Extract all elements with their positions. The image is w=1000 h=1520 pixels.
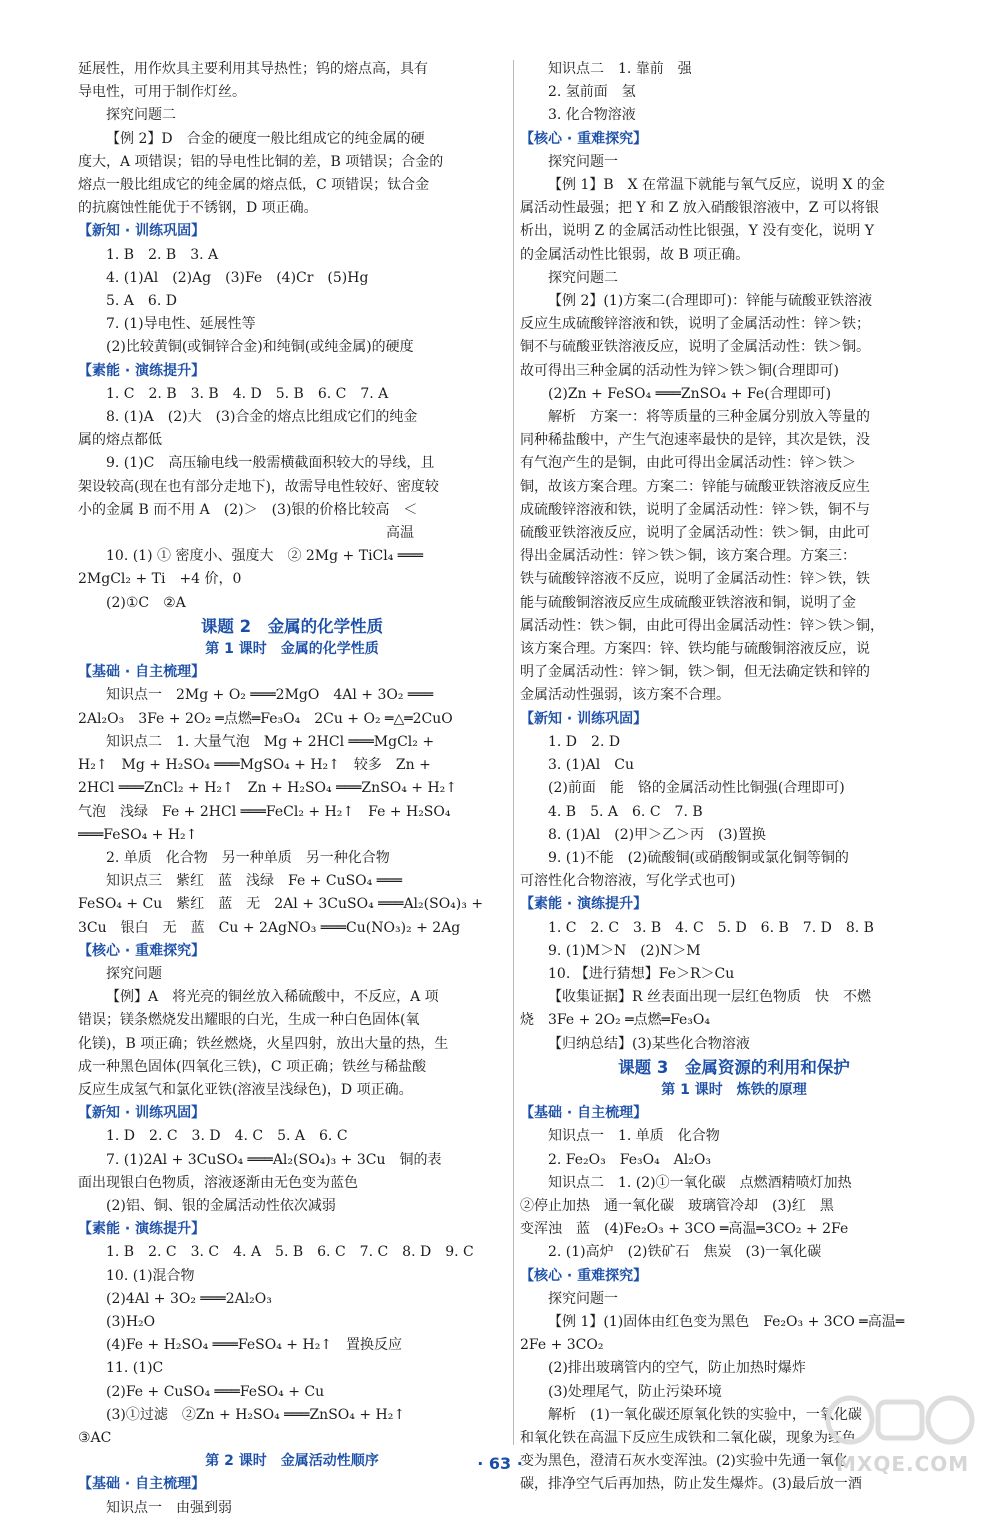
text-line: (2)4Al + 3O₂ ═══2Al₂O₃ — [106, 1290, 272, 1307]
text-line: 铜不与硫酸亚铁溶液反应，说明了金属活动性：铁＞铜。 — [520, 339, 870, 356]
text-line: 气泡 浅绿 Fe + 2HCl ═══FeCl₂ + H₂↑ Fe + H₂SO₄ — [78, 803, 451, 820]
text-line: 11. (1)C — [106, 1360, 164, 1377]
text-line: 同种稀盐酸中，产生气泡速率最快的是锌，其次是铁，没 — [520, 432, 870, 449]
text-line: 探究问题二 — [548, 269, 618, 286]
text-line: (2)Fe + CuSO₄ ═══FeSO₄ + Cu — [106, 1383, 325, 1400]
text-line: 2. Fe₂O₃ Fe₃O₄ Al₂O₃ — [548, 1151, 711, 1168]
column-divider — [513, 60, 514, 1445]
lesson-title: 课题 2 金属的化学性质 — [200, 616, 384, 636]
text-line: 成硫酸锌溶液和铁，说明了金属活动性：锌＞铁，铜不与 — [520, 501, 870, 518]
text-line: 8. (1)Al (2)甲＞乙＞丙 (3)置换 — [548, 826, 766, 843]
text-line: 3. 化合物溶液 — [548, 107, 636, 124]
text-line: 知识点二 1. 大量气泡 Mg + 2HCl ═══MgCl₂ + — [106, 733, 435, 750]
text-line: (2)铝、铜、银的金属活动性依次减弱 — [106, 1197, 336, 1214]
text-line: 烧 3Fe + 2O₂ ═点燃═Fe₃O₄ — [520, 1012, 711, 1029]
text-line: 2HCl ═══ZnCl₂ + H₂↑ Zn + H₂SO₄ ═══ZnSO₄ + H₂↑ — [78, 780, 457, 797]
text-line: 碳，排净空气后再加热，防止发生爆炸。(3)最后放一酒 — [520, 1476, 862, 1493]
watermark-text: MXQE.COM — [836, 1452, 970, 1476]
text-line: ═══FeSO₄ + H₂↑ — [78, 826, 198, 843]
lesson-title: 第 1 课时 金属的化学性质 — [205, 641, 379, 658]
text-line: 的抗腐蚀性能优于不锈钢，D 项正确。 — [78, 200, 318, 217]
text-line: 反应生成氢气和氯化亚铁(溶液呈浅绿色)，D 项正确。 — [78, 1081, 413, 1098]
section-heading: 【素能 · 演练提升】 — [78, 362, 206, 379]
text-line: 该方案合理。方案四：锌、铁均能与硫酸铜溶液反应，说 — [520, 641, 870, 658]
text-line: 【例 2】D 合金的硬度一般比组成它的纯金属的硬 — [106, 130, 425, 147]
text-line: 解析 (1)一氧化碳还原氧化铁的实验中，一氧化碳 — [548, 1406, 862, 1423]
text-line: 属活动性最强；把 Y 和 Z 放入硝酸银溶液中，Z 可以将银 — [520, 200, 879, 217]
section-heading: 【新知 · 训练巩固】 — [78, 1105, 206, 1122]
text-line: 2Fe + 3CO₂ — [520, 1337, 604, 1354]
text-line: 硫酸亚铁溶液反应，说明了金属活动性：铁＞铜，由此可 — [520, 525, 870, 542]
text-line: 度大，A 项错误；铝的导电性比铜的差，B 项错误；合金的 — [78, 153, 444, 170]
text-line: 7. (1)导电性、延展性等 — [106, 316, 256, 333]
section-heading: 【核心 · 重难探究】 — [520, 130, 648, 147]
text-line: 1. D 2. D — [548, 733, 621, 750]
text-line: 10. (1) ① 密度小、强度大 ② 2Mg + TiCl₄ ═══ — [106, 548, 424, 565]
text-line: 属活动性：铁＞铜，由此可得出金属活动性：锌＞铁＞铜， — [520, 617, 884, 634]
text-line: 1. D 2. C 3. D 4. C 5. A 6. C — [106, 1128, 348, 1145]
text-line: 有气泡产生的是铜，由此可得出金属活动性：锌＞铁＞ — [520, 455, 856, 472]
text-line: 2. 氢前面 氢 — [548, 84, 636, 101]
text-line: 小的金属 B 而不用 A (2)＞ (3)银的价格比较高 ＜ — [78, 501, 418, 518]
text-line: 5. A 6. D — [106, 293, 177, 310]
text-line: 导电性，可用于制作灯丝。 — [78, 84, 246, 101]
text-line: (3)①过滤 ②Zn + H₂SO₄ ═══ZnSO₄ + H₂↑ — [106, 1406, 406, 1423]
text-line: H₂↑ Mg + H₂SO₄ ═══MgSO₄ + H₂↑ 较多 Zn + — [78, 757, 431, 774]
text-line: 2. (1)高炉 (2)铁矿石 焦炭 (3)一氧化碳 — [548, 1244, 822, 1261]
text-line: (2)排出玻璃管内的空气，防止加热时爆炸 — [548, 1360, 806, 1377]
text-line: 3. (1)Al Cu — [548, 757, 634, 774]
text-line: 铜，故该方案合理。方案二：锌能与硫酸亚铁溶液反应生 — [520, 478, 870, 495]
text-line: 的金属活动性比银弱，故 B 项正确。 — [520, 246, 750, 263]
text-line: 变浑浊 蓝 (4)Fe₂O₃ + 3CO ═高温═3CO₂ + 2Fe — [520, 1221, 849, 1238]
text-line: 变为黑色，澄清石灰水变浑浊。(2)实验中先通一氧化 — [520, 1453, 848, 1470]
section-heading: 【基础 · 自主梳理】 — [520, 1105, 648, 1122]
text-line: FeSO₄ + Cu 紫红 蓝 无 2Al + 3CuSO₄ ═══Al₂(SO₄)₃ + — [78, 896, 484, 913]
section-heading: 【新知 · 训练巩固】 — [520, 710, 648, 727]
text-line: (2)比较黄铜(或铜锌合金)和纯铜(或纯金属)的硬度 — [106, 339, 414, 356]
lesson-title: 第 2 课时 金属活动性顺序 — [205, 1453, 379, 1470]
text-line: 7. (1)2Al + 3CuSO₄ ═══Al₂(SO₄)₃ + 3Cu 铜的表 — [106, 1151, 442, 1168]
text-line: 【例】A 将光亮的铜丝放入稀硫酸中，不反应，A 项 — [106, 989, 439, 1006]
text-line: 能与硫酸铜溶液反应生成硫酸亚铁溶液和铜，说明了金 — [520, 594, 856, 611]
section-heading: 【核心 · 重难探究】 — [520, 1267, 648, 1284]
text-line: 明了金属活动性：锌＞铜，铁＞铜，但无法确定铁和锌的 — [520, 664, 870, 681]
text-line: 得出金属活动性：锌＞铁＞铜，该方案合理。方案三： — [520, 548, 856, 565]
text-line: 3Cu 银白 无 蓝 Cu + 2AgNO₃ ═══Cu(NO₃)₂ + 2Ag — [78, 919, 461, 936]
section-heading: 【素能 · 演练提升】 — [520, 896, 648, 913]
text-line: 高温 — [78, 525, 414, 542]
text-line: 1. C 2. C 3. B 4. C 5. D 6. B 7. D 8. B — [548, 919, 874, 936]
text-line: 探究问题一 — [548, 153, 618, 170]
text-line: (2)①C ②A — [106, 594, 186, 611]
text-line: 架设较高(现在也有部分走地下)，故需导电性较好、密度较 — [78, 478, 439, 495]
text-line: 面出现银白色物质，溶液逐渐由无色变为蓝色 — [78, 1174, 358, 1191]
text-line: 反应生成硫酸锌溶液和铁，说明了金属活动性：锌＞铁； — [520, 316, 870, 333]
text-line: 【例 2】(1)方案二(合理即可)：锌能与硫酸亚铁溶液 — [548, 293, 873, 310]
text-line: (4)Fe + H₂SO₄ ═══FeSO₄ + H₂↑ 置换反应 — [106, 1337, 403, 1354]
text-line: 探究问题 — [106, 965, 162, 982]
left-column — [78, 58, 506, 1520]
text-line: 探究问题二 — [106, 107, 176, 124]
text-line: 1. B 2. C 3. C 4. A 5. B 6. C 7. C 8. D 9. C — [106, 1244, 474, 1261]
text-line: 故可得出三种金属的活动性为锌＞铁＞铜(合理即可) — [520, 362, 839, 379]
text-line: 解析 方案一：将等质量的三种金属分别放入等量的 — [548, 409, 870, 426]
text-line: 知识点一 1. 单质 化合物 — [548, 1128, 720, 1145]
text-line: 知识点二 1. 靠前 强 — [548, 61, 692, 77]
text-line: 1. B 2. B 3. A — [106, 246, 219, 263]
text-line: 【归纳总结】(3)某些化合物溶液 — [548, 1035, 750, 1052]
right-column — [520, 58, 948, 1497]
text-line: 8. (1)A (2)大 (3)合金的熔点比组成它们的纯金 — [106, 409, 418, 426]
section-heading: 【素能 · 演练提升】 — [78, 1221, 206, 1238]
text-line: 知识点一 2Mg + O₂ ═══2MgO 4Al + 3O₂ ═══ — [106, 687, 434, 704]
text-line: 探究问题一 — [548, 1290, 618, 1307]
text-line: (3)H₂O — [106, 1313, 156, 1330]
text-line: 9. (1)C 高压输电线一般需横截面积较大的导线，且 — [106, 455, 435, 472]
text-line: 错误；镁条燃烧发出耀眼的白光，生成一种白色固体(氧 — [78, 1012, 420, 1029]
section-heading: 【基础 · 自主梳理】 — [78, 1476, 206, 1493]
text-line: 知识点一 由强到弱 — [106, 1499, 232, 1516]
text-line: 10. 【进行猜想】Fe＞R＞Cu — [548, 965, 735, 982]
text-line: (2)Zn + FeSO₄ ═══ZnSO₄ + Fe(合理即可) — [548, 385, 832, 402]
text-line: 可溶性化合物溶液，写化学式也可) — [520, 873, 736, 890]
text-line: 2Al₂O₃ 3Fe + 2O₂ ═点燃═Fe₃O₄ 2Cu + O₂ ═△═2CuO — [78, 710, 453, 727]
section-heading: 【基础 · 自主梳理】 — [78, 664, 206, 681]
text-line: 析出，说明 Z 的金属活动性比银强，Y 没有变化，说明 Y — [520, 223, 875, 240]
text-line: 9. (1)M＞N (2)N＞M — [548, 942, 701, 959]
text-line: 2. 单质 化合物 另一种单质 另一种化合物 — [106, 849, 390, 866]
text-line: 铁与硫酸锌溶液不反应，说明了金属活动性：锌＞铁，铁 — [520, 571, 870, 588]
text-line: 延展性，用作炊具主要利用其导热性；钨的熔点高，具有 — [78, 61, 428, 77]
text-line: 金属活动性强弱，该方案不合理。 — [520, 687, 730, 704]
text-line: (3)处理尾气，防止污染环境 — [548, 1383, 722, 1400]
lesson-title: 课题 3 金属资源的利用和保护 — [618, 1057, 850, 1077]
text-line: 和氧化铁在高温下反应生成铁和二氧化碳，现象为红色 — [520, 1429, 856, 1446]
text-line: 熔点一般比组成它的纯金属的熔点低，C 项错误；钛合金 — [78, 177, 430, 194]
text-line: 4. B 5. A 6. C 7. B — [548, 803, 703, 820]
text-line: 属的熔点都低 — [78, 432, 162, 449]
text-line: 化镁)，B 项正确；铁丝燃烧，火星四射，放出大量的热，生 — [78, 1035, 449, 1052]
text-line: 【例 1】(1)固体由红色变为黑色 Fe₂O₃ + 3CO ═高温═ — [548, 1313, 905, 1330]
text-line: 2MgCl₂ + Ti +4 价，0 — [78, 571, 242, 588]
text-line: 【收集证据】R 丝表面出现一层红色物质 快 不燃 — [548, 989, 871, 1006]
text-line: 成一种黑色固体(四氧化三铁)，C 项正确；铁丝与稀盐酸 — [78, 1058, 427, 1075]
text-line: 知识点二 1. (2)①一氧化碳 点燃酒精喷灯加热 — [548, 1174, 852, 1191]
text-line: (2)前面 能 铬的金属活动性比铜强(合理即可) — [548, 780, 845, 797]
text-line: 1. C 2. B 3. B 4. D 5. B 6. C 7. A — [106, 385, 389, 402]
text-line: ③AC — [78, 1429, 112, 1446]
page-number: · 63 · — [477, 1454, 523, 1473]
text-line: 知识点三 紫红 蓝 浅绿 Fe + CuSO₄ ═══ — [106, 873, 403, 890]
text-line: 9. (1)不能 (2)硫酸铜(或硝酸铜或氯化铜等铜的 — [548, 849, 849, 866]
lesson-title: 第 1 课时 炼铁的原理 — [661, 1081, 807, 1098]
section-heading: 【新知 · 训练巩固】 — [78, 223, 206, 240]
text-line: 10. (1)混合物 — [106, 1267, 195, 1284]
text-line: ②停止加热 通一氧化碳 玻璃管冷却 (3)红 黑 — [520, 1197, 834, 1214]
text-line: 4. (1)Al (2)Ag (3)Fe (4)Cr (5)Hg — [106, 269, 369, 286]
text-line: 【例 1】B X 在常温下就能与氧气反应，说明 X 的金 — [548, 177, 885, 194]
section-heading: 【核心 · 重难探究】 — [78, 942, 206, 959]
